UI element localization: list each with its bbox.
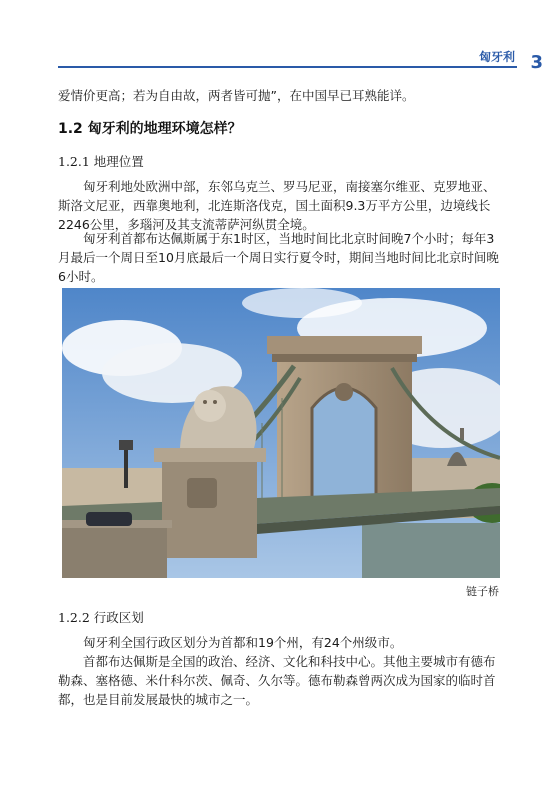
geo-paragraph-2: 匈牙利首都布达佩斯属于东1时区，当地时间比北京时间晚7个小时；每年3月最后一个周日至10月底最后一个周日实行夏令时，期间当地时间比北京时间晚6小时。 [58, 231, 499, 284]
intro-paragraph-tail: 爱情价更高；若为自由故，两者皆可抛”，在中国早已耳熟能详。 [58, 88, 415, 103]
header-rule [58, 66, 517, 68]
admin-subheading: 1.2.2 行政区划 [58, 610, 144, 625]
photo-caption: 链子桥 [466, 585, 499, 598]
geo-paragraph-1: 匈牙利地处欧洲中部，东邻乌克兰、罗马尼亚，南接塞尔维亚、克罗地亚、斯洛文尼亚，西靠奥地利，北连斯洛伐克，国土面积9.3万平方公里，边境线长2246公里，多瑙河及其支流蒂萨河纵贯全境。 [58, 179, 496, 232]
geo-subheading: 1.2.1 地理位置 [58, 154, 144, 169]
chain-bridge-photo [62, 288, 500, 578]
admin-paragraph-1: 匈牙利全国行政区划分为首都和19个州，有24个州级市。 [83, 635, 403, 650]
page-number: 3 [530, 52, 543, 73]
section-heading: 1.2 匈牙利的地理环境怎样？ [58, 121, 242, 137]
admin-paragraph-2: 首都布达佩斯是全国的政治、经济、文化和科技中心。其他主要城市有德布勒森、塞格德、米什科尔茨、佩奇、久尔等。德布勒森曾两次成为国家的临时首都，也是目前发展最快的城市之一。 [58, 654, 496, 707]
header-title: 匈牙利 [478, 50, 515, 64]
